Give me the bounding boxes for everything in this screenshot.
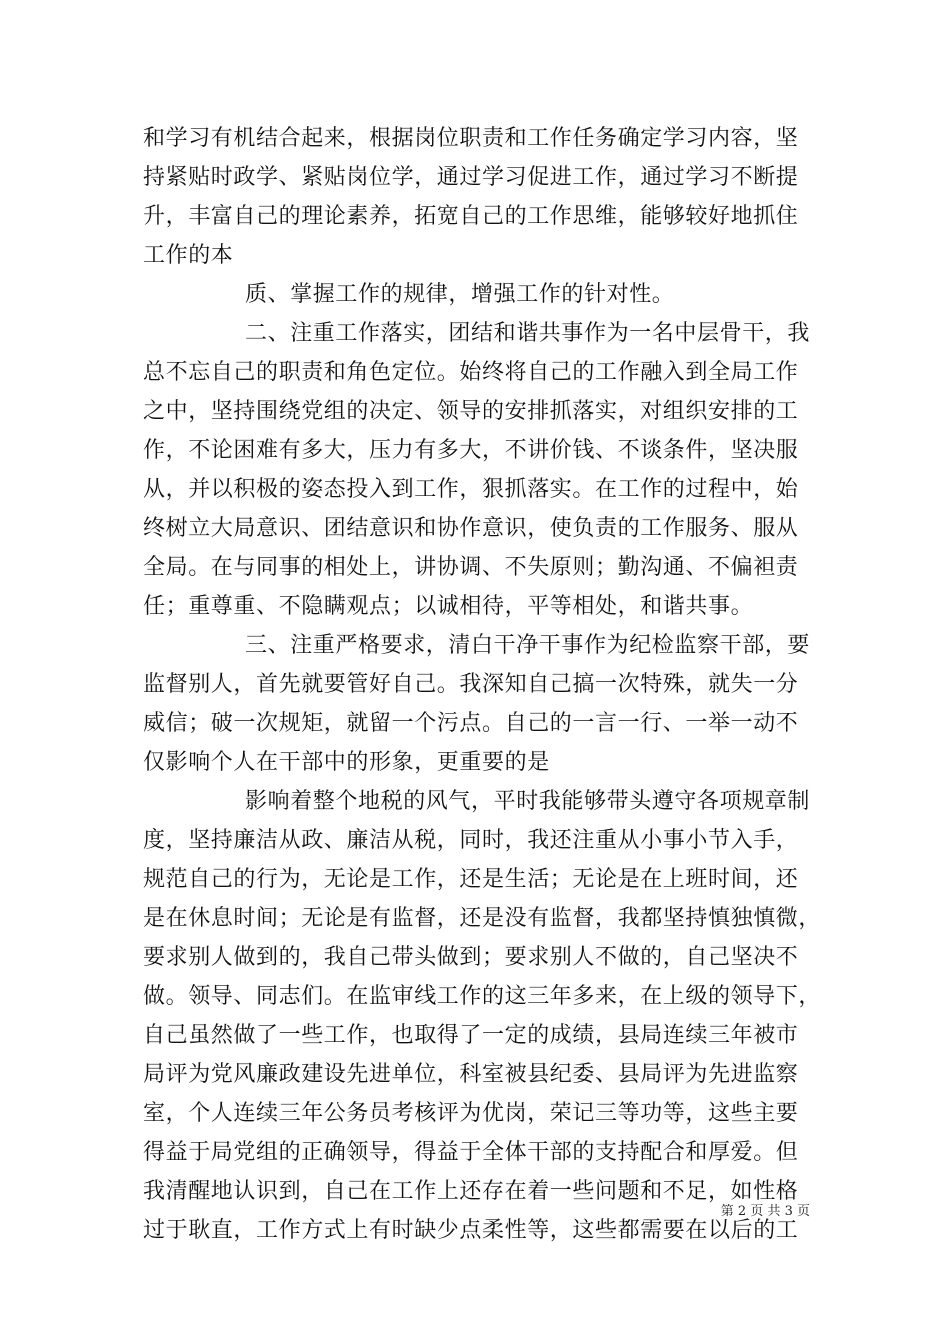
text-line: 我清醒地认识到，自己在工作上还存在着一些问题和不足，如性格 (143, 1179, 799, 1204)
text-line: 得益于局党组的正确领导，得益于全体干部的支持配合和厚爱。但 (143, 1140, 799, 1165)
text-line: 全局。在与同事的相处上，讲协调、不失原则；勤沟通、不偏袒责 (143, 555, 799, 580)
text-line: 过于耿直，工作方式上有时缺少点柔性等，这些都需要在以后的工 (143, 1218, 799, 1243)
text-line: 三、注重严格要求，清白干净干事作为纪检监察干部，要 (245, 633, 811, 658)
text-line: 持紧贴时政学、紧贴岗位学，通过学习促进工作，通过学习不断提 (143, 165, 799, 190)
text-line: 仅影响个人在干部中的形象，更重要的是 (143, 750, 550, 775)
text-line: 室，个人连续三年公务员考核评为优岗，荣记三等功等，这些主要 (143, 1101, 799, 1126)
text-line: 终树立大局意识、团结意识和协作意识，使负责的工作服务、服从 (143, 516, 799, 541)
text-line: 监督别人，首先就要管好自己。我深知自己搞一次特殊，就失一分 (143, 672, 799, 697)
text-line: 作，不论困难有多大，压力有多大，不讲价钱、不谈条件，坚决服 (143, 438, 799, 463)
text-line: 之中，坚持围绕党组的决定、领导的安排抓落实，对组织安排的工 (143, 399, 799, 424)
text-line: 是在休息时间；无论是有监督，还是没有监督，我都坚持慎独慎微， (143, 906, 822, 931)
text-line: 规范自己的行为，无论是工作，还是生活；无论是在上班时间，还 (143, 867, 799, 892)
text-line: 从，并以积极的姿态投入到工作，狠抓落实。在工作的过程中，始 (143, 477, 799, 502)
text-line: 任；重尊重、不隐瞒观点；以诚相待，平等相处，和谐共事。 (143, 594, 754, 619)
text-line: 质、掌握工作的规律，增强工作的针对性。 (245, 282, 675, 307)
text-line: 影响着整个地税的风气，平时我能够带头遵守各项规章制 (245, 789, 811, 814)
text-line: 二、注重工作落实，团结和谐共事作为一名中层骨干，我 (245, 321, 811, 346)
text-line: 局评为党风廉政建设先进单位，科室被县纪委、县局评为先进监察 (143, 1062, 799, 1087)
text-line: 自己虽然做了一些工作，也取得了一定的成绩，县局连续三年被市 (143, 1023, 799, 1048)
page-number-footer: 第 2 页 共 3 页 (720, 1204, 810, 1219)
text-line: 和学习有机结合起来，根据岗位职责和工作任务确定学习内容，坚 (143, 126, 799, 151)
text-line: 度，坚持廉洁从政、廉洁从税，同时，我还注重从小事小节入手， (143, 828, 799, 853)
text-line: 威信；破一次规矩，就留一个污点。自己的一言一行、一举一动不 (143, 711, 799, 736)
text-line: 总不忘自己的职责和角色定位。始终将自己的工作融入到全局工作 (143, 360, 799, 385)
text-line: 升，丰富自己的理论素养，拓宽自己的工作思维，能够较好地抓住 (143, 204, 799, 229)
text-line: 工作的本 (143, 243, 234, 268)
text-line: 要求别人做到的，我自己带头做到；要求别人不做的，自己坚决不 (143, 945, 799, 970)
text-line: 做。领导、同志们。在监审线工作的这三年多来，在上级的领导下， (143, 984, 822, 1009)
